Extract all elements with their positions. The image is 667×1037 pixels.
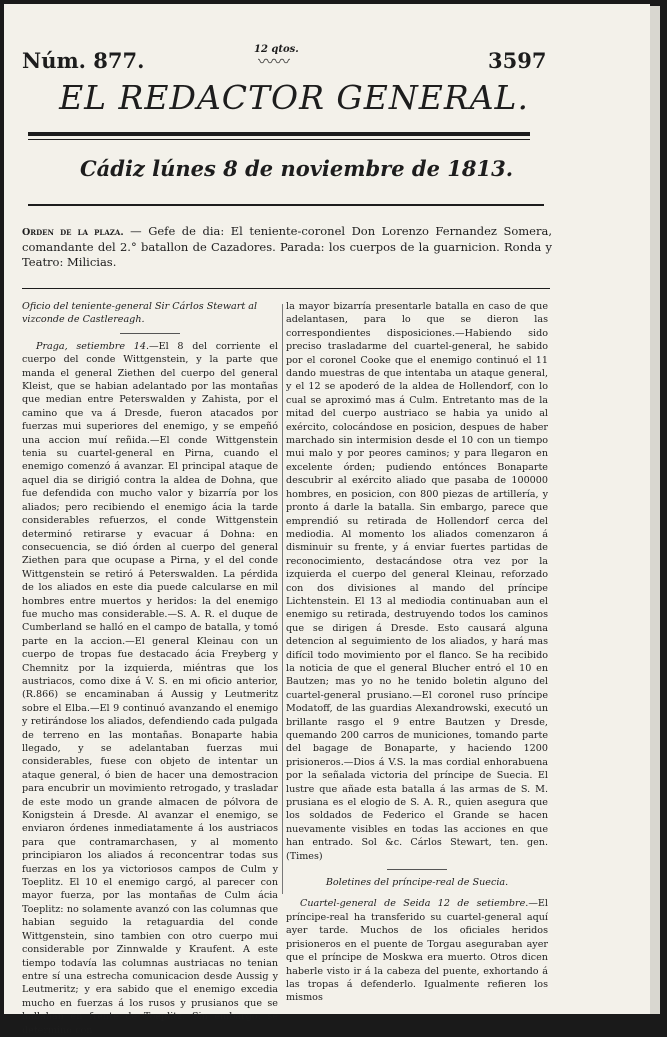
column-right	[286, 300, 548, 1005]
article-body	[22, 340, 278, 1037]
page-edge	[650, 6, 660, 1014]
section-rule	[387, 869, 447, 870]
bulletin-dateline: Cuartel-general de Seida 12 de setiembre.	[300, 898, 529, 910]
heading-rule	[120, 333, 180, 334]
newspaper-page	[4, 4, 650, 1036]
issue-number: Núm. 877.	[22, 48, 145, 73]
page-number: 3597	[488, 48, 547, 73]
sheet-flourish: 〰〰	[258, 52, 291, 71]
bulletin-text: —El príncipe-real ha transferido su cuartel-general aquí ayer tarde. Muchos de los oficiales heridos prisioneros en el puente de Torgau aseguraban ayer que el príncipe de Moskwa era muerto. Otros dicen haberle visto ir á la cabeza del puente, exhortando á las tropas á defenderlo. Igualmente refieren los mismos	[286, 898, 548, 1004]
article-continuation: la mayor bizarría presentarle batalla en caso de que adelantasen, para lo que se dieron las correspondientes disposiciones.—Habiendo sido preciso trasladarme del cuartel-general, he sabido por el coronel Cooke que el enemigo continuó el 11 dando muestras de que intentaba un ataque general, y el 12 se apoderó de la aldea de Hollendorf, con lo cual se aproximó mas á Culm. Entretanto mas de la mitad del cuerpo austriaco se habia ya unido al exército, colocándose en posicion, despues de haber marchado sin intermision desde el 10 con un tiempo mui malo y por peores caminos; y para llegaron en excelente órden; pudiendo entónces Bonaparte descubrir al exército aliado que pasaba de 100000 hombres, en posicion, con 800 piezas de artillería, y pronto á darle la batalla. Sin embargo, parece que emprendió su retirada de Hollendorf cerca del mediodia. Al momento los aliados comenzaron á disminuir su frente, y á enviar fuertes partidas de reconocimiento, destacándose otra vez por la izquierda el cuerpo del general Kleinau, reforzado con dos divisiones al mando del príncipe Lichtenstein. El 13 al mediodia continuaban aun el enemigo su retirada, destruyendo todos los caminos que se dirigen á Dresde. Esto causará alguna detencion al seguimiento de los aliados, y hará mas difícil todo movimiento por el flanco. Se ha recibido la noticia de que el general Blucher entró el 10 en Bautzen; mas yo no he tenido boletin alguno del cuartel-general prusiano.—El coronel ruso príncipe Modatoff, de las guardias Alexandrowski, executó un brillante rasgo el 9 entre Bautzen y Dresde, quemando 200 carros de municiones, tomando parte del bagage de Bonaparte, y haciendo 1200 prisioneros.—Dios á V.S. la mas cordial enhorabuena por la señalada victoria del príncipe de Suecia. El lustre que añade esta batalla á las armas de S. M. prusiana es el elogio de S. A. R., quien asegura que los soldados de Federico el Grande se hacen nuevamente visibles en todas las acciones en que han entrado. Sol &c. Cárlos Stewart, ten. gen. (Times)	[286, 301, 548, 862]
column-left	[22, 300, 278, 1037]
dateline: Cádiz lúnes 8 de noviembre de 1813.	[79, 156, 514, 181]
orden-label: Orden de la plaza.	[22, 227, 124, 238]
section-heading: Boletines del príncipe-real de Suecia.	[325, 877, 509, 889]
dateline-rule	[28, 204, 544, 206]
masthead-rule-thick	[28, 132, 530, 136]
orden-text: — Gefe de dia: El teniente-coronel Don Lorenzo Fernandez Somera, comandante del 2.° batallon de Cazadores. Parada: los cuerpos de la guarnicion. Ronda y Teatro: Milicias.	[22, 224, 552, 269]
article-heading: Oficio del teniente-general Sir Cárlos Stewart al vizconde de Castlereagh.	[22, 301, 258, 326]
column-divider	[282, 304, 283, 894]
bulletin-body	[286, 897, 548, 1004]
orden-rule	[22, 288, 550, 289]
masthead-title: EL REDACTOR GENERAL.	[59, 78, 529, 117]
masthead-rule-thin	[28, 139, 530, 140]
sheet-note: 12 qtos.	[254, 44, 299, 55]
article-body-text: —El 8 del corriente el cuerpo del conde Wittgenstein, y la parte que manda el general Ziethen del cuerpo del general Kleist, que se habian adelantado por las montañas que median entre Peterswalden y Zahista, por el camino que va á Dresde, fueron atacados por fuerzas mui superiores del enemigo, y se empeñó una accion muí reñida.—El conde Wittgenstein tenia su cuartel-general en Pirna, cuando el enemigo comenzó á avanzar. El principal ataque de aquel dia se dirigió contra la aldea de Dohna, que fue defendida con mucho valor y bizarría por los aliados; pero recibiendo el enemigo ácia la tarde considerables refuerzos, el conde Wittgenstein determinó retirarse y evacuar á Dohna: en consecuencia, se dió órden al cuerpo del general Ziethen para que ocupase a Pirna, y el del conde Wittgenstein se retiró á Peterswalden. La pérdida de los aliados en este dia puede calcularse en mil hombres entre muertos y heridos: la del enemigo fue mucho mas considerable.—S. A. R. el duque de Cumberland se halló en el campo de batalla, y tomó parte en la accion.—El general Kleinau con un cuerpo de tropas fue destacado ácia Freyberg y Chemnitz por la izquierda, miéntras que los austriacos, como dixe á V. S. en mi oficio anterior, (R.866) se encaminaban á Aussig y Leutmeritz sobre el Elba.—El 9 continuó avanzando el enemigo y retirándose los aliados, defendiendo cada pulgada de terreno en las montañas. Bonaparte habia llegado, y se adelantaban fuerzas mui considerables, fuese con objeto de intentar un ataque general, ó bien de hacer una demostracion para encubrir un movimiento retrogado, y trasladar de este modo un grande almacen de pólvora de Konigstein á Dresde. Al avanzar el enemigo, se enviaron órdenes inmediatamente á los austriacos para que contramarchasen, y al momento principiaron los aliados á reconcentrar todas sus fuerzas en los ya victoriosos campos de Culm y Toeplitz. El 10 el enemigo cargó, al parecer con mayor fuerza, por las montañas de Culm ácia Toeplitz: no solamente avanzó con las columnas que habian seguido la retaguardia del conde Wittgenstein, sino tambien con otro cuerpo mui considerable por Zinnwalde y Kraufent. A este tiempo todavía las columnas austriacas no tenian entre sí una estrecha comunicacion desde Aussig y Leutmeritz; y era sabido que el enemigo excedia mucho en fuerzas á los rusos y prusianos que se hallaban en frente de Toeplitz. Sin embargo, se determinó con	[22, 340, 278, 1036]
article-dateline: Praga, setiembre 14.	[36, 340, 150, 352]
orden-de-la-plaza	[22, 224, 552, 270]
